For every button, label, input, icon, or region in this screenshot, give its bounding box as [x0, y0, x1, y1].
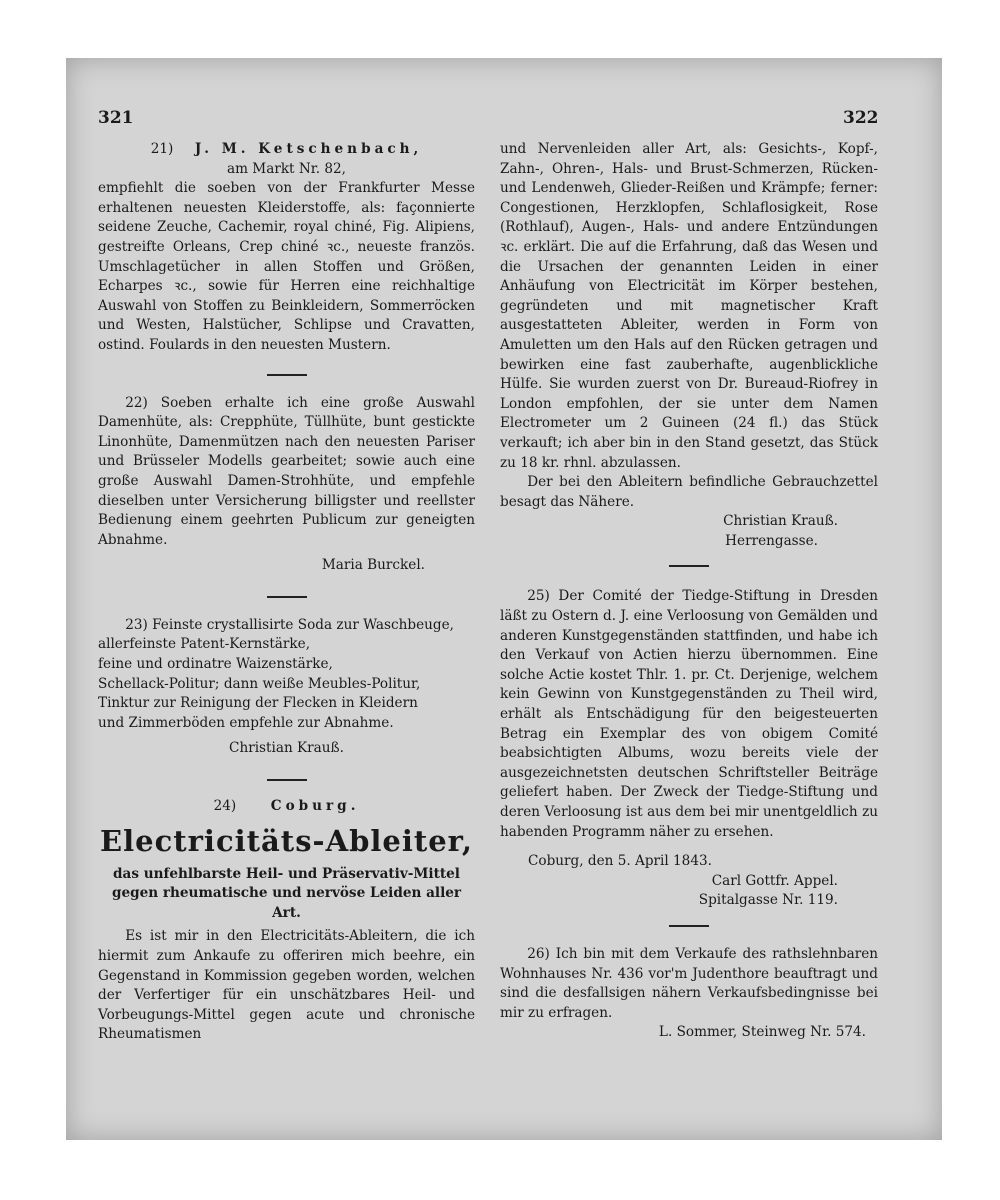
page-number-left: 321 — [98, 108, 134, 128]
ad-24-cont-text: und Nervenleiden aller Art, als: Gesichts-, Kopf-, Zahn-, Ohren-, Hals- und Brust-Schmerzen, Rücken- und Lendenweh, Glieder-Reißen und Krämpfe; ferner: Congestionen, Herzklopfen, Schlaflosigkeit, Rose (Rothlauf), Augen-, Hals- und andere Entzündungen ꝛc. erklärt. Die auf die Erfahrung, daß das Wesen und die Ursachen der genannten Leiden in einer Anhäufung von Electricität im Körper bestehen, gegründeten und mit magnetischer Kraft ausgestatteten Ableiter, werden in Form von Amuletten um den Hals auf den Rücken getragen und bewirken eine fast zauberhafte, augenblickliche Hülfe. Sie wurden zuerst von Dr. Bureaud-Riofrey in London empfohlen, der sie unter dem Namen Electrometer um 2 Guineen (24 fl.) das Stück verkauft; ich aber bin in den Stand gesetzt, das Stück zu 18 kr. rhnl. abzulassen. — [500, 141, 878, 471]
ad-24-subtitle: das unfehlbarste Heil- und Präservativ-Mittel gegen rheumatische und nervöse Leiden aller Art. — [111, 865, 462, 921]
ad-25-signature-street: Spitalgasse Nr. 119. — [698, 892, 838, 909]
ad-24-place: Coburg. — [270, 798, 360, 815]
divider — [669, 565, 709, 567]
ad-24-title: Electricitäts-Ableiter, — [100, 823, 473, 858]
ad-21-name: J. M. Ketschenbach, — [194, 141, 423, 157]
divider — [267, 779, 307, 781]
ad-24-number: 24) — [213, 798, 237, 815]
ad-23-signature: Christian Krauß. — [229, 740, 344, 757]
ad-24-continued — [500, 140, 878, 551]
ad-21-number: 21) — [150, 141, 174, 157]
ad-21-text: empfiehlt die soeben von der Frankfurter Messe erhaltenen neuesten Kleiderstoffe, als: façonnierte seidene Zeuche, Cachemir, royal chiné, Fig. Alipiens, gestreifte Orleans, Crep chiné ꝛc., neueste französ. Umschlagetücher in allen Stoffen und Größen, Echarpes ꝛc., sowie für Herren eine reichhaltige Auswahl von Stoffen zu Beinkleidern, Sommerröcken und Westen, Halstücher, Schlipse und Cravatten, ostind. Foulards in den neuesten Mustern. — [98, 180, 475, 353]
ad-25-date: Coburg, den 5. April 1843. — [528, 853, 712, 870]
ad-23-line: 23) Feinste crystallisirte Soda zur Waschbeuge, — [125, 616, 454, 633]
ad-23-line: allerfeinste Patent-Kernstärke, — [98, 636, 311, 653]
ad-23-line: und Zimmerböden empfehle zur Abnahme. — [98, 714, 394, 731]
ad-26-text: 26) Ich bin mit dem Verkaufe des rathslehnbaren Wohnhauses Nr. 436 vor'm Judenthore beauftragt und sind die desfallsigen nähern Verkaufsbedingnisse bei mir zu erfragen. — [500, 945, 878, 1021]
ad-24-signature: Christian Krauß. — [723, 513, 838, 530]
ad-23-line: feine und ordinatre Waizenstärke, — [98, 656, 333, 673]
ad-25 — [500, 587, 878, 911]
ad-23 — [98, 616, 475, 759]
ad-22-text: 22) Soeben erhalte ich eine große Auswahl Damenhüte, als: Crepphüte, Tüllhüte, bunt gestickte Linonhüte, Damenmützen nach den neuesten Pariser und Brüsseler Modells gearbeitet; sowie auch eine große Auswahl Damen-Strohhüte, und empfehle dieselben unter Versicherung billigster und reellster Bedienung einem geehrten Publicum zur geneigten Abnahme. — [98, 394, 475, 548]
ad-24-note: Der bei den Ableitern befindliche Gebrauchzettel besagt das Nähere. — [500, 474, 878, 510]
ad-26 — [500, 945, 878, 1043]
ad-22-signature: Maria Burckel. — [321, 557, 425, 574]
ad-24 — [98, 797, 475, 1045]
ad-25-text: 25) Der Comité der Tiedge-Stiftung in Dresden läßt zu Ostern d. J. eine Verloosung von Gemälden und anderen Kunstgegenständen stattfinden, und habe ich den Verkauf von Actien hierzu übernommen. Eine solche Actie kostet Thlr. 1. pr. Ct. Derjenige, welchem kein Gewinn von Kunstgegenständen zu Theil wird, erhält als Entschädigung für den beigesteuerten Betrag ein Exemplar des von obigem Comité beabsichtigten Albums, wozu bereits viele der ausgezeichnetsten deutschen Schriftsteller Beiträge geliefert haben. Der Zweck der Tiedge-Stiftung und deren Verloosung ist aus dem bei mir unentgeldlich zu habenden Programm näher zu ersehen. — [500, 588, 878, 840]
divider — [267, 596, 307, 598]
right-column — [500, 140, 878, 1043]
left-column — [98, 140, 475, 1045]
ad-26-signature: L. Sommer, Steinweg Nr. 574. — [658, 1024, 866, 1041]
ad-24-signature-street: Herrengasse. — [725, 532, 818, 549]
ad-23-line: Tinktur zur Reinigung der Flecken in Kleidern — [98, 695, 418, 712]
divider — [267, 374, 307, 376]
ad-22 — [98, 394, 475, 576]
ad-25-signature: Carl Gottfr. Appel. — [711, 872, 838, 889]
ad-24-text: Es ist mir in den Electricitäts-Ableitern, die ich hiermit zum Ankaufe zu offeriren mich beehre, ein Gegenstand in Kommission gegeben worden, welchen der Verfertiger für ein unschätzbares Heil- und Vorbeugungs-Mittel gegen acute und chronische Rheumatismen — [98, 928, 475, 1043]
ad-21 — [98, 140, 475, 356]
divider — [669, 925, 709, 927]
ad-23-line: Schellack-Politur; dann weiße Meubles-Politur, — [98, 675, 421, 692]
ad-21-address: am Markt Nr. 82, — [226, 160, 347, 177]
page-number-right: 322 — [843, 108, 879, 128]
